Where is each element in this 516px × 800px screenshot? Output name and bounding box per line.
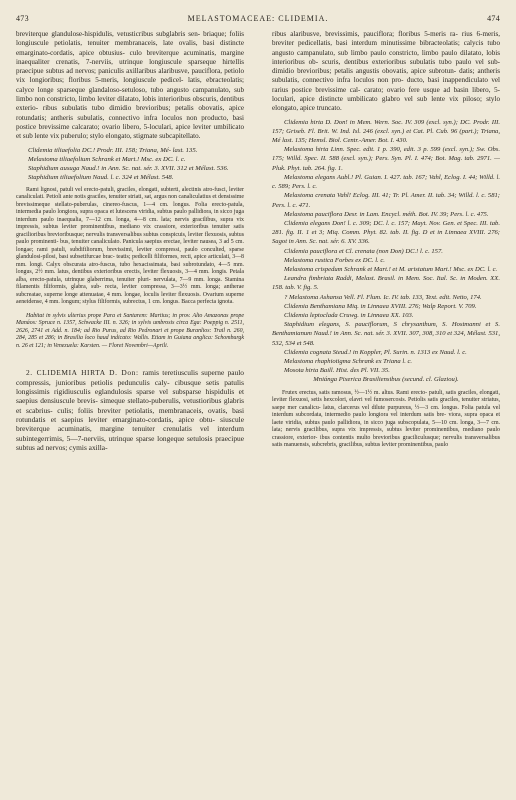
- synonym: Clidemia cognata Steud.! in Koppler, Pl. Surin. n. 1313 ex Naud. l. c.: [284, 348, 467, 356]
- left-column: [16, 30, 244, 452]
- synonym: Clidemia Benthamiana Miq. in Linnaea XVIII. 276; Walp Report. V. 709.: [284, 302, 477, 310]
- synonym: Melastoma pauciflora Desr. in Lam. Encycl. méth. Bot. IV. 39; Pers. l. c. 475.: [284, 210, 489, 218]
- synonym: Melastoma rhaphiotigma Schrank ex Triana l. c.: [284, 357, 413, 365]
- synonym: Leandra fimbriata Raddi, Melast. Brasil. in Mem. Soc. Ital. Sc. in Moden. XX. 158. tab. V. fig. 5.: [272, 275, 500, 292]
- species-description: Rami lignosi, patuli vel erecto-patuli, graciles, elongati, subterti, alectinis atro-fusci, leviter canaliculati. Petioli ante notis graciles, tenuiter striati, sat, argus non canaliculatius et densissime brevissimeque stellato-puberulas, cinereo-fuscus, 1—4 cm. longus. Folia erecto-patula, intermedia paulo longiora, supra opaca et lutescens viridia, subtus paulo pallidiora, in sicco juga interdum paulo inaequalia, 7—12 cm. longa, 4—8 cm. lata; nervis gracilibus, supra vix impressis, subtus leviter prominentibus, mediano vix crassiore, exterioribus tenuiter satis gracilioribus brevioribusque; nervulis transversalibus subtus conspicuis, leviter flexuosis, subtus paulo prominenti- bus, tenuiter canaliculato. Panicula saepius erectae, leviter nausea, 3 ad 5 cm. longae; rami patuli, subdifiliorum, brevissimi, leviter compressi, paulo conculted, sparse glandulosi-pilosi, basi subsetifurcae brac- teatis; pedicelli filiformes, recti, apice articulati, 3—8 mm. longi. Calyx obscurata atro-fuscus, tubo hexacissimata, basi subrotundato, 4—5 mm. longus, 2½ mm. latus, dentibus exterioribus erectis, leviter flexuosis, 3—4 mm. longis. Petala alba, erecto-patula, utrinque glaberrima, tenuiter pluri- nervulata, 7—9 mm. longa. Stamina filamentis filiformis, glabra, sub- recta, leviter compressa, 3—3½ mm. longa; antherae subcreatae, superne longe attenuatae, 4 mm. longae, loculis leviter flexuosis. Ovarium superne aeneidense, 4 mm. longum; stylus filiformis, subrectus, 1 cm. longus. Bacca perfecta ignota.: [16, 186, 244, 306]
- right-page-number: 474: [487, 14, 500, 23]
- synonym: Staphidium tiliaefolium Naud. l. c. 324 et Mélast. 548.: [28, 173, 174, 181]
- running-title: MELASTOMACEAE: CLIDEMIA.: [187, 14, 329, 23]
- synonym: Melastoma crenata Vahl! Eclog. III. 41; Tr. Pl. Amer. II. tab. 34; Willd. l. c. 581; Pers. l. c. 471.: [272, 192, 500, 209]
- species-description: Frutex erectus, satis ramosus, ½—1½ m. altus. Rami erecto- patuli, satis graciles, elongati, leviter flexuosi, setis hexcolori, elavri vel fumosercosis. Petiolis satis graciles, tenuiter striatus, saepe mer canalicu- latus, clarcerus vel dilute purpureus, ½—3 cm. longus. Folia patula vel interdum subcordata, intermedio paulo longiora vel interdum satis bre- viora, supra opaca et laete viridia, subtus paulo pallidiora, in sicco juga subscopulata, 5—10 cm. longa, 3—7 cm. lata; nervis gracilibus, supra vix impressis, subtus leviter prominentibus, mediano paulo crassiore, exterior- ibus contentis multo brevioribus graciliculusque; nervulis transversalibus satis manuensis, subcrebris, gracilibus, subtus leviter prominentibus, paulo: [272, 389, 500, 449]
- habitat-note: Habitat in sylvis ulterius prope Para et Santarem: Martius; in prov. Alto Amazonas prope Manáos: Spruce n. 1357, Schwacke III. n. 326; in sylvis umbrosis circa Ega: Poeppig n. 2511, 2626, 2741 et Add. n. 184; ad Rio Purus, ad Rio Pedronari et prope Buranlios: Trail n. 260, 284, 285 et 286; in Brasilia loco haud indicato: Wallis. Etiam in Guiana anglica: Schomburgk n. 26 et 121; in Venezuela: Karsten. — Floret Novembri—Aprili.: [16, 312, 244, 349]
- synonym: Clidemia hirta D. Don! in Mem. Wern. Soc. IV. 309 (excl. syn.); DC. Prodr. III. 157; Griseb. Fl. Brit. W. Ind. Isl. 246 (excl. syn.) et Cat. Pl. Cub. 96 (part.); Triana, Mé last. 135; Hemsl. Biol. Centr.-Amer. Bot. I. 430.: [272, 118, 500, 145]
- diagnosis-continued: ribus alaribusve, brevissimis, pauciflora; floribus 5-meris ra- rius 6-meris, breviter pedicellatis, basi interdum minutissime bibracteolatis; calycis tubo angusto campanulato, sub limbo paulo constricto, limbo paulo dilatato, lobis interioribus ob- scuris, dentibus exterioribus subulatis tubo paulo vel sub- dimidio brevioribus; petalis angustis obovatis, apice subrotun- datis; antheris subulatis, connectivo infra loculos non pro- ducto, basi inappendiculato vel rarius postice brevissime cal- carato; ovario fere usque ad basin libero, 5-loculari, apice distincte umbilicato glabro vel sub lente vix piloso; stylo elongato, apice truncato.: [272, 30, 500, 113]
- synonym: Mosota hirta Baill. Hist. des Pl. VII. 35.: [284, 367, 390, 375]
- synonym: Clidemia elegans Don! l. c. 309; DC. l. c. 157; Mayt. Nov. Gen. et Spec. III. tab. 281. fig. II. 1 et 3; Miq. Comm. Phyt. 82. tab. II. fig. D et in Linnaea XVIII. 276; Sagot in Ann. Sc. nat. sér. 6. XV. 336.: [272, 219, 500, 246]
- synonym: Staphidium elegans, S. pauciflorum, S chrysanthum, S. Hostmanni et S. Benthamianum Naud.! in Ann. Sc. nat. sér. 3. XVII. 307, 308, 310 et 324, Mélast. 531, 532, 534 et 548.: [272, 321, 500, 347]
- synonym: Melastoma hirta Linn. Spec. edit. 1 p. 390, edit. 3 p. 599 (excl. syn.); Sw. Obs. 175; Willd. Spec. II. 588 (excl. syn.); Pers. Syn. Pl. I. 474; Bot. Mag. tab. 2971. — Pluk. Phyt. tab. 264. fig. 1.: [272, 146, 500, 172]
- species-entry: [16, 368, 244, 452]
- synonym: Melastoma tiliaefolium Schrank et Mart.! Msc. ex DC. l. c.: [28, 155, 186, 163]
- synonym: Melastoma rustica Forbes ex DC. l. c.: [284, 256, 385, 264]
- synonym: Melastoma elegans Aubl.! Pl. Guian. I. 427. tab. 167; Vahl, Eclog. I. 44; Willd. l. c. 589; Pers. l. c.: [272, 173, 500, 191]
- running-header: [16, 14, 500, 23]
- left-page-number: 473: [16, 14, 29, 23]
- species-diagnosis: ramis teretiusculis superne paulo compressis, junioribus petiolis pedunculis caly- cibusque setis patulis longissimis rigidiusculis eglandulosis sparse vel subsparse hispidulis et saepius densiuscule brevis- simeque stellato-puberulis, vetustioribus glabris et scabrius- culis; foliis breviter petiolatis, membranaceis, ovatis, basi rotundatis et saepius leviter emarginato-cordatis, apice obtu- siuscule breviterque acuminatis, margine tenuiter crenulatis vel interdum subintegerrimis, 5—7-nerviis, utrinque sparse longeque setulosis praecipue subtus ad nervos; cymis axilla-: [16, 368, 245, 452]
- synonym: Melastoma crispedum Schrank et Mart.! et M. aristatum Mart.! Msc. ex DC. l. c.: [284, 265, 498, 273]
- synonym: Clidemia tiliaefolia DC.! Prodr. III. 158; Triana, Mé- last. 135.: [28, 146, 198, 154]
- species-heading: 2. CLIDEMIA HIRTA D. Don:: [26, 368, 143, 378]
- diagnosis-continued: breviterque glandulose-hispidulis, vetusticribus subglabris sen- briaque; foliis longiuscule petiolatis, tenuiter membranaceis, late ovalis, basi distincte emarginato-cordatis, apice obtusius- culo breviterque acuminatis, margine inaequaliter crenatis, 7-nerviis, utrinque longiuscule sparseque hirtellis praecipue subtus ad nervos; paniculis axillaribus alaribusve, pauciflora, petiolo vix longioribus; floribus 5-meris, longiuscule pedicel- latis, ebracteolatis; calyce longe sparseque glandaloso-setuloso, tubo angusto campanulato, sub limbo non constricto, limbo leviter dilatato, lobis interioribus obscuris, dentibus exterio- ribus subulatis tubo dimidio brevioribus; petalis obovatis, apice rotundatis; antheris subulatis, connectivo infra loculos non producto, basi postice brevissime calcarato; ovario libero, 5-loculari, apice leviter umbilicato et sub lente vix puberulo; stylo elongato, stigmate subcapitellato.: [16, 30, 244, 141]
- synonym: Clidemia leptoclada Cruwg. in Linnaea XX. 103.: [284, 311, 414, 319]
- right-column: [272, 30, 500, 450]
- synonym: Clidemia pauciflora et Cl. crenata (non Don) DC.! l. c. 157.: [284, 247, 443, 255]
- synonym: ? Melastoma Ashansa Vell. Fl. Flum. Ic. IV. tab. 133, Text. edit. Netto, 174.: [284, 293, 482, 301]
- vernacular-name: Mniánga Pixerica Brasiliensibus (secund. cl. Glaziou).: [313, 376, 459, 384]
- synonym: Staphidium ausuga Naud.! in Ann. Sc. nat. sér. 3. XVII. 312 et Mélast. 536.: [28, 164, 229, 172]
